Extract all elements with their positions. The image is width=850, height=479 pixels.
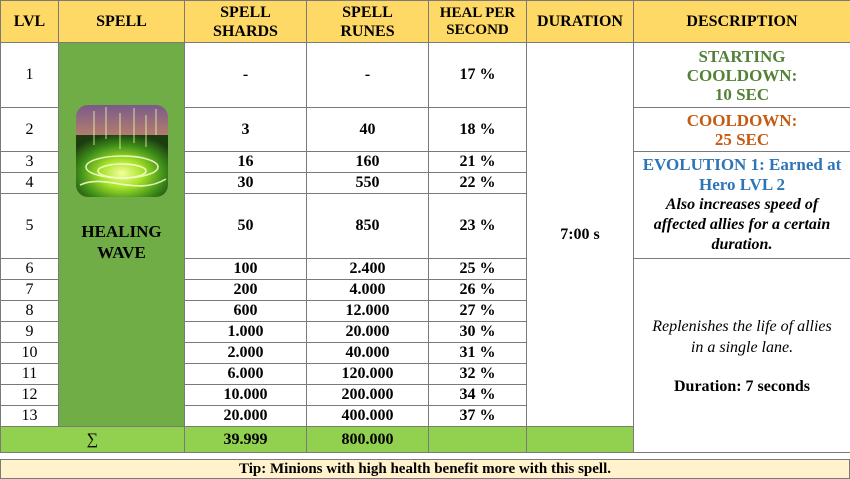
runes-cell: 4.000 — [307, 280, 429, 301]
heal-cell: 26 % — [429, 280, 527, 301]
shards-cell: 100 — [185, 259, 307, 280]
runes-cell: 40 — [307, 108, 429, 152]
level-cell: 7 — [1, 280, 59, 301]
level-cell: 1 — [1, 43, 59, 108]
heal-cell: 23 % — [429, 194, 527, 259]
level-cell: 2 — [1, 108, 59, 152]
description-duration: Duration: 7 seconds — [634, 378, 850, 396]
header-description: DESCRIPTION — [634, 1, 850, 43]
heal-cell: 17 % — [429, 43, 527, 108]
duration-cell: 7:00 s — [527, 43, 634, 427]
heal-cell: 27 % — [429, 301, 527, 322]
table-row — [1, 43, 850, 108]
evolution-cell — [634, 152, 850, 259]
spell-name: HEALING WAVE — [59, 221, 184, 263]
runes-cell: 400.000 — [307, 406, 429, 427]
cooldown-cell: COOLDOWN: 25 SEC — [634, 108, 850, 152]
header-lvl: LVL — [1, 1, 59, 43]
heal-cell: 18 % — [429, 108, 527, 152]
total-empty-heal — [429, 427, 527, 453]
heal-cell: 30 % — [429, 322, 527, 343]
level-cell: 12 — [1, 385, 59, 406]
sum-symbol: ∑ — [1, 427, 185, 453]
total-runes: 800.000 — [307, 427, 429, 453]
heal-cell: 22 % — [429, 173, 527, 194]
evolution-text: Also increases speed of affected allies for a certain duration. — [634, 195, 850, 255]
heal-cell: 25 % — [429, 259, 527, 280]
level-cell: 11 — [1, 364, 59, 385]
runes-cell: 2.400 — [307, 259, 429, 280]
heal-cell: 32 % — [429, 364, 527, 385]
total-empty-duration — [527, 427, 634, 453]
header-heal-per-second: HEAL PER SECOND — [429, 1, 527, 43]
shards-cell: 10.000 — [185, 385, 307, 406]
runes-cell: - — [307, 43, 429, 108]
header-row — [1, 1, 850, 43]
shards-cell: 16 — [185, 152, 307, 173]
header-duration: DURATION — [527, 1, 634, 43]
level-cell: 9 — [1, 322, 59, 343]
runes-cell: 40.000 — [307, 343, 429, 364]
level-cell: 5 — [1, 194, 59, 259]
level-cell: 13 — [1, 406, 59, 427]
heal-cell: 34 % — [429, 385, 527, 406]
header-spell-shards: SPELL SHARDS — [185, 1, 307, 43]
shards-cell: 600 — [185, 301, 307, 322]
evolution-title: EVOLUTION 1: Earned at Hero LVL 2 — [634, 155, 850, 195]
header-spell-runes: SPELL RUNES — [307, 1, 429, 43]
level-cell: 4 — [1, 173, 59, 194]
level-cell: 6 — [1, 259, 59, 280]
total-shards: 39.999 — [185, 427, 307, 453]
heal-cell: 21 % — [429, 152, 527, 173]
shards-cell: 200 — [185, 280, 307, 301]
runes-cell: 200.000 — [307, 385, 429, 406]
runes-cell: 850 — [307, 194, 429, 259]
spell-description-cell — [634, 259, 850, 453]
tip-bar: Tip: Minions with high health benefit more with this spell. — [0, 459, 850, 479]
runes-cell: 550 — [307, 173, 429, 194]
shards-cell: 2.000 — [185, 343, 307, 364]
starting-cooldown-cell: STARTING COOLDOWN: 10 SEC — [634, 43, 850, 108]
runes-cell: 160 — [307, 152, 429, 173]
shards-cell: 20.000 — [185, 406, 307, 427]
description-text: Replenishes the life of allies in a single lane. — [634, 316, 850, 358]
level-cell: 10 — [1, 343, 59, 364]
healing-wave-icon — [76, 105, 168, 197]
level-cell: 3 — [1, 152, 59, 173]
shards-cell: 6.000 — [185, 364, 307, 385]
header-spell: SPELL — [59, 1, 185, 43]
heal-cell: 37 % — [429, 406, 527, 427]
shards-cell: - — [185, 43, 307, 108]
level-cell: 8 — [1, 301, 59, 322]
shards-cell: 50 — [185, 194, 307, 259]
shards-cell: 3 — [185, 108, 307, 152]
runes-cell: 20.000 — [307, 322, 429, 343]
heal-cell: 31 % — [429, 343, 527, 364]
shards-cell: 30 — [185, 173, 307, 194]
spell-cell — [59, 43, 185, 427]
runes-cell: 12.000 — [307, 301, 429, 322]
runes-cell: 120.000 — [307, 364, 429, 385]
shards-cell: 1.000 — [185, 322, 307, 343]
